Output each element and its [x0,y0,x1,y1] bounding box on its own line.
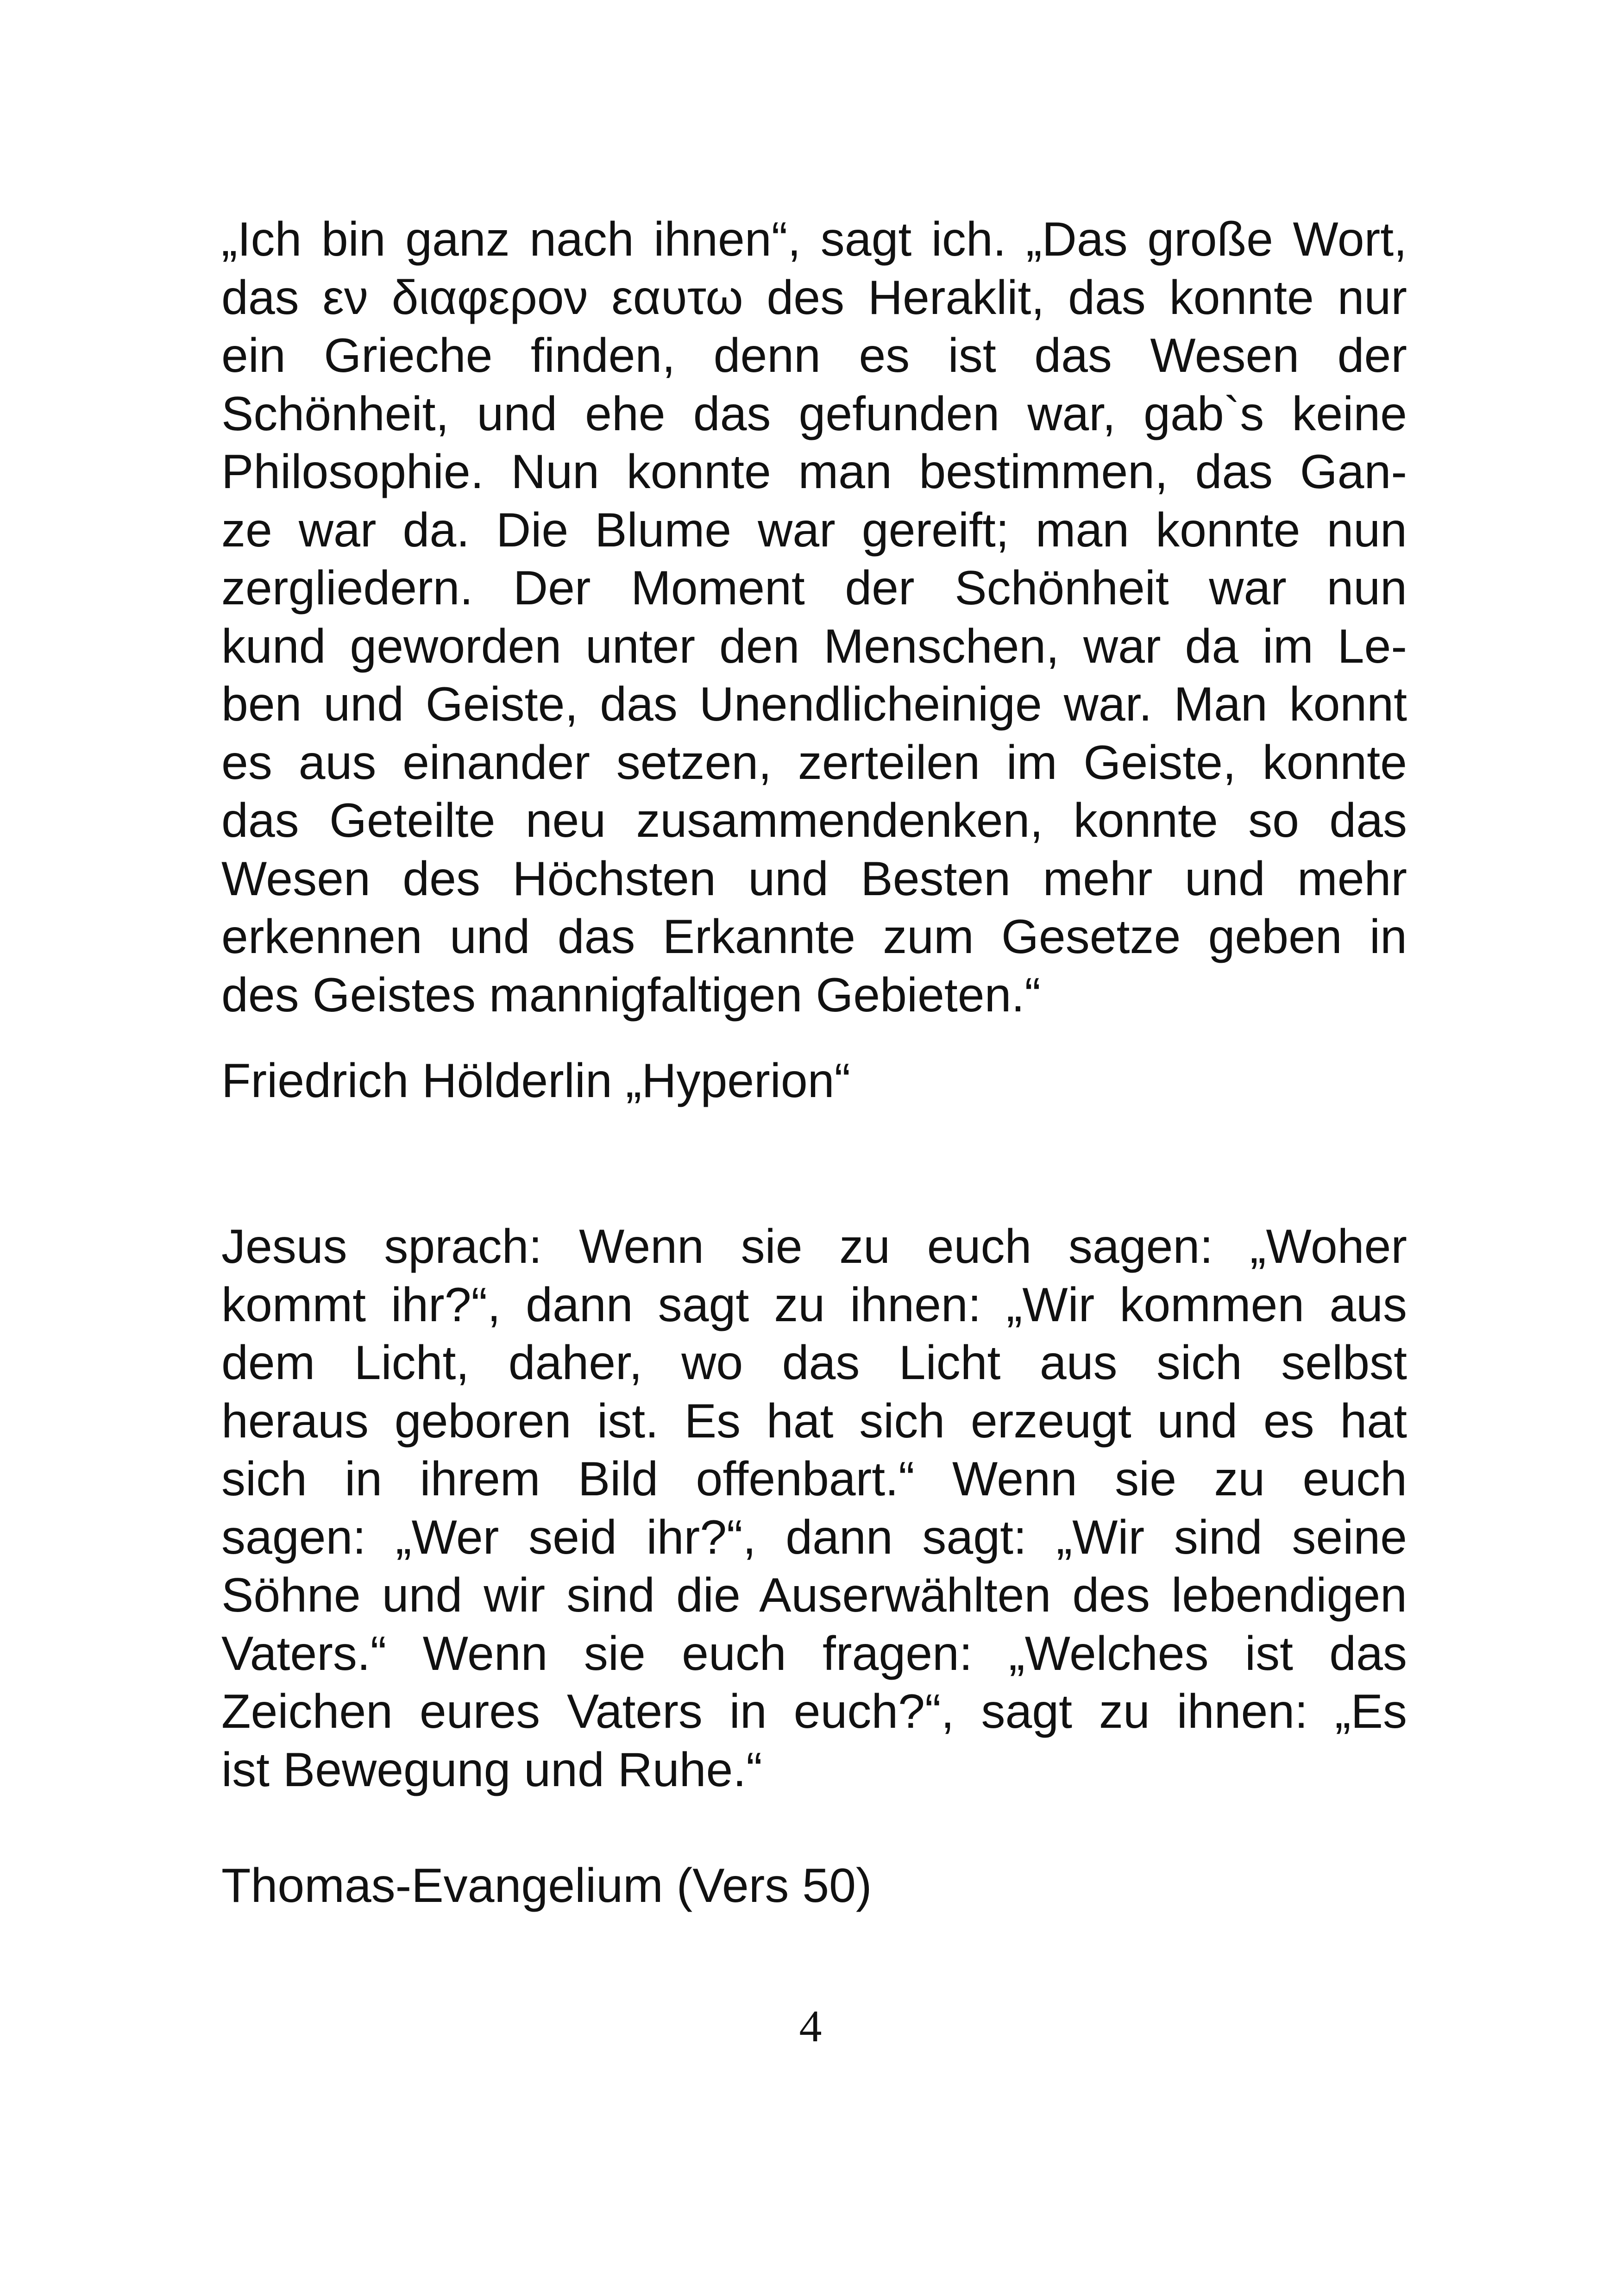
quote-line: Schönheit, und ehe das gefunden war, gab`s keine [221,387,1407,441]
quote-line: Jesus sprach: Wenn sie zu euch sagen: „Woher [221,1220,1407,1273]
quote-line: Söhne und wir sind die Auserwählten des lebendigen [221,1568,1407,1622]
quote-line: ein Grieche finden, denn es ist das Wesen der [221,329,1407,383]
quote-line: Zeichen eures Vaters in euch?“, sagt zu ihnen: „Es [221,1685,1407,1738]
quote-line: kommt ihr?“, dann sagt zu ihnen: „Wir kommen aus [221,1278,1407,1332]
quote-line: sagen: „Wer seid ihr?“, dann sagt: „Wir sind seine [221,1510,1407,1564]
hoelderlin-attribution: Friedrich Hölderlin „Hyperion“ [221,1054,851,1108]
quote-line: Wesen des Höchsten und Besten mehr und mehr [221,852,1407,906]
quote-line: ze war da. Die Blume war gereift; man konnte nun [221,503,1407,557]
quote-line: des Geistes mannigfaltigen Gebieten.“ [221,968,1041,1022]
quote-line: erkennen und das Erkannte zum Gesetze geben in [221,910,1407,964]
quote-line: Philosophie. Nun konnte man bestimmen, das Gan- [221,445,1407,499]
thomas-gospel-quote [221,1218,1407,1799]
quote-line: das Geteilte neu zusammendenken, konnte so das [221,794,1407,847]
quote-line: kund geworden unter den Menschen, war da im Le- [221,619,1407,673]
hoelderlin-quote [221,211,1407,1024]
quote-line: ist Bewegung und Ruhe.“ [221,1743,762,1797]
quote-line: „Ich bin ganz nach ihnen“, sagt ich. „Das große Wort, [221,213,1407,266]
quote-line: zergliedern. Der Moment der Schönheit war nun [221,561,1407,615]
quote-line: ben und Geiste, das Unendlicheinige war. Man konnt [221,678,1407,731]
quote-line: das εν διαφερον εαυτω des Heraklit, das konnte nur [221,270,1407,325]
quote-line: heraus geboren ist. Es hat sich erzeugt und es hat [221,1394,1407,1448]
quote-line: dem Licht, daher, wo das Licht aus sich selbst [221,1336,1407,1390]
thomas-attribution: Thomas-Evangelium (Vers 50) [221,1859,872,1913]
page-number: 4 [799,2001,822,2051]
quote-line: sich in ihrem Bild offenbart.“ Wenn sie zu euch [221,1452,1407,1506]
quote-line: es aus einander setzen, zerteilen im Geiste, konnte [221,735,1407,790]
quote-line: Vaters.“ Wenn sie euch fragen: „Welches ist das [221,1626,1407,1681]
